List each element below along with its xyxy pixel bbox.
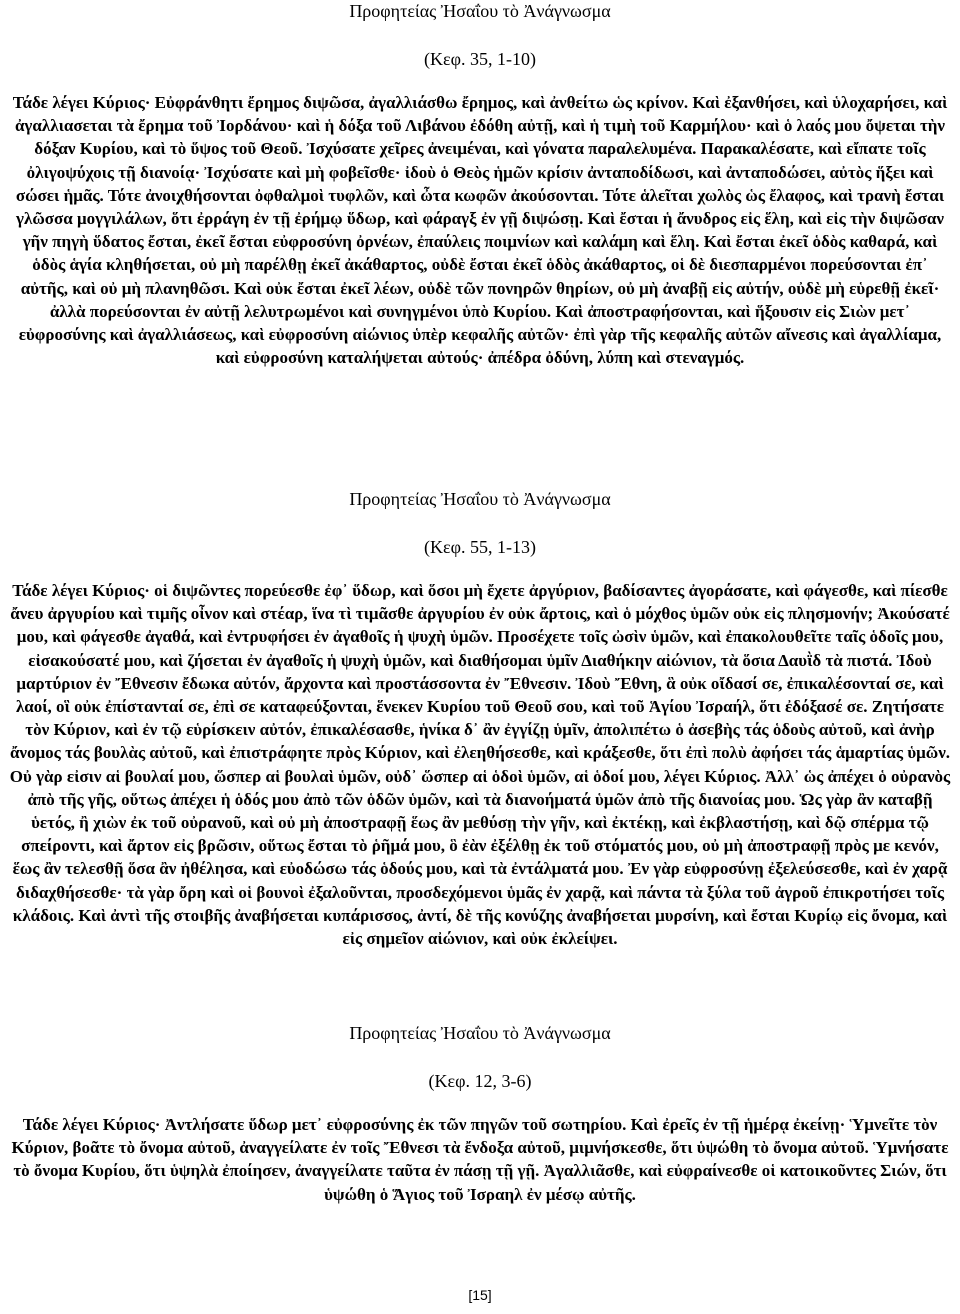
chapter-reference: (Κεφ. 55, 1-13) (424, 537, 536, 557)
section-heading: Προφητείας Ἠσαΐου τὸ Ἀνάγνωσμα (349, 1, 611, 21)
reading-text: Τάδε λέγει Κύριος· οἱ διψῶντες πορεύεσθε ἐφ᾽ ὕδωρ, καὶ ὅσοι μὴ ἔχετε ἀργύριον, βαδίσαντες ἀγοράσατε, καὶ φάγεσθε, καὶ πίεσθε ἄνευ ἀργυρίου καὶ τιμῆς οἶνον καὶ στέαρ, ἵνα τὶ τιμᾶσθε ἀργυρίου ἐν οὐκ ἄρτοις, καὶ ὁ μόχθος ὑμῶν οὐκ εἰς πλησμονήν; Ἀκούσατέ μου, καὶ φάγεσθε ἀγαθά, καὶ ἐντρυφήσει ἐν ἀγαθοῖς ἡ ψυχὴ ὑμῶν. Προσέχετε τοῖς ὠσὶν ὑμῶν, καὶ ἐπακολουθεῖτε ταῖς ὁδοῖς μου, εἰσακούσατέ μου, καὶ ζήσεται ἐν ἀγαθοῖς ἡ ψυχὴ ὑμῶν, καὶ διαθήσομαι ὑμῖν Διαθήκην αἰώνιον, τὰ ὅσια Δαυῒδ τὰ πιστά. Ἰδοὺ μαρτύριον ἐν Ἔθνεσιν ἔδωκα αὐτόν, ἄρχοντα καὶ προστάσσοντα ἐν Ἔθνεσιν. Ἰδοὺ Ἔθνη, ἃ οὐκ οἴδασί σε, ἐπικαλέσονταί σε, καὶ λαοί, οἳ οὐκ ἐπίστανταί σε, ἐπὶ σε καταφεύξονται, ἕνεκεν Κυρίου τοῦ Θεοῦ σου, καὶ τοῦ Ἁγίου Ἰσραήλ, ὅτι ἐδόξασέ σε. Ζητήσατε τὸν Κύριον, καὶ ἐν τῷ εὑρίσκειν αὐτόν, ἐπικαλέσασθε, ἡνίκα δ᾽ ἂν ἐγγίζῃ ὑμῖν, ἀπολιπέτω ὁ ἀσεβὴς τάς ὁδοὺς αὐτοῦ, καὶ ἀνὴρ ἄνομος τάς βουλὰς αὐτοῦ, καὶ ἐπιστράφητε πρὸς Κύριον, καὶ ἐλεηθήσεσθε, καὶ κράξεσθε, ὅτι ἐπὶ πολὺ ἀφήσει τάς ἁμαρτίας ὑμῶν. Οὐ γὰρ εἰσιν αἱ βουλαί μου, ὥσπερ αἱ βουλαὶ ὑμῶν, οὐδ᾽ ὥσπερ αἱ ὁδοὶ ὑμῶν, αἱ ὁδοί μου, λέγει Κύριος. Ἀλλ᾽ ὡς ἀπέχει ὁ οὐρανὸς ἀπὸ τῆς γῆς, οὕτως ἀπέχει ἡ ὁδός μου ἀπὸ τῶν ὁδῶν ὑμῶν, καὶ τὰ διανοήματά ὑμῶν ἀπὸ τῆς διανοίας μου. Ὡς γὰρ ἂν καταβῇ ὑετός, ἢ χιὼν ἐκ τοῦ οὐρανοῦ, καὶ οὐ μὴ ἀποστραφῇ ἕως ἂν μεθύσῃ τὴν γῆν, καὶ ἐκτέκῃ, καὶ ἐκβλαστήσῃ, καὶ δῷ σπέρμα τῷ σπείροντι, καὶ ἄρτον εἰς βρῶσιν, οὕτως ἔσται τὸ ῥῆμά μου, ὃ ἐὰν ἐξέλθῃ ἐκ τοῦ στόματός μου, οὐ μὴ ἀποστραφῇ πρὸς με κενόν, ἕως ἂν τελεσθῇ ὅσα ἂν ἠθέλησα, καὶ εὐοδώσω τάς ὁδούς μου, καὶ τὰ ἐντάλματά μου. Ἐν γὰρ εὐφροσύνῃ ἐξελεύσεσθε, καὶ ἐν χαρᾷ διδαχθήσεσθε· τὰ γὰρ ὄρη καὶ οἱ βουνοὶ ἐξαλοῦνται, προσδεχόμενοι ὑμᾶς ἐν χαρᾷ, καὶ πάντα τὰ ξύλα τοῦ ἀγροῦ ἐπικροτήσει τοῖς κλάδοις. Καὶ ἀντὶ τῆς στοιβῆς ἀναβήσεται κυπάρισσος, ἀντί, δὲ τῆς κονύζης ἀναβήσεται μυρσίνη, καὶ ἔσται Κυρίῳ εἰς ὄνομα, καὶ εἰς σημεῖον αἰώνιον, καὶ οὐκ ἐκλείψει. (9, 581, 951, 949)
chapter-reference: (Κεφ. 35, 1-10) (424, 49, 536, 69)
reading-section-2 (0, 488, 960, 950)
chapter-reference: (Κεφ. 12, 3-6) (428, 1071, 532, 1091)
reading-section-3 (0, 1022, 960, 1206)
reading-section-1 (0, 0, 960, 369)
section-heading: Προφητείας Ἠσαΐου τὸ Ἀνάγνωσμα (349, 1023, 611, 1043)
reading-text: Τάδε λέγει Κύριος· Εὐφράνθητι ἔρημος διψῶσα, ἀγαλλιάσθω ἔρημος, καὶ ἀνθείτω ὡς κρίνον. Καὶ ἐξανθήσει, καὶ ὑλοχαρήσει, καὶ ἀγαλλιασεται τὰ ἔρημα τοῦ Ἰορδάνου· καὶ ἡ δόξα τοῦ Λιβάνου ἐδόθη αὐτῇ, καὶ ἡ τιμὴ τοῦ Καρμήλου· καὶ ὁ λαός μου ὄψεται τὴν δόξαν Κυρίου, καὶ τὸ ὕψος τοῦ Θεοῦ. Ἰσχύσατε χεῖρες ἀνειμέναι, καὶ γόνατα παραλελυμένα. Παρακαλέσατε, καὶ εἴπατε τοῖς ὀλιγοψύχοις τῇ διανοίᾳ· Ἰσχύσατε καὶ μὴ φοβεῖσθε· ἰδοὺ ὁ Θεὸς ἡμῶν κρίσιν ἀνταποδίδωσι, καὶ ἀνταποδώσει, αὐτὸς ἥξει καὶ σώσει ἡμᾶς. Τότε ἀνοιχθήσονται ὀφθαλμοὶ τυφλῶν, καὶ ὦτα κωφῶν ἀκούσονται. Τότε ἁλεῖται χωλὸς ὡς ἔλαφος, καὶ τρανὴ ἔσται γλῶσσα μογγιλάλων, ὅτι ἐρράγη ἐν τῇ ἐρήμῳ ὕδωρ, καὶ φάραγξ ἐν γῇ διψώσῃ. Καὶ ἔσται ἡ ἄνυδρος εἰς ἕλη, καὶ εἰς τὴν διψῶσαν γῆν πηγὴ ὕδατος ἔσται, ἐκεῖ ἔσται εὐφροσύνη ὀρνέων, ἐπαύλεις ποιμνίων καὶ καλάμη καὶ ἕλη. Καὶ ἔσται ἐκεῖ ὁδὸς καθαρά, καὶ ὁδὸς ἁγία κληθήσεται, οὐ μὴ παρέλθῃ ἐκεῖ ἀκάθαρτος, οὐδὲ ἔσται ἐκεῖ ὁδὸς ἀκάθαρτος, οἱ δὲ διεσπαρμένοι πορεύσονται ἐπ᾽ αὐτῆς, καὶ οὐ μὴ πλανηθῶσι. Καὶ οὐκ ἔσται ἐκεῖ λέων, οὐδὲ τῶν πονηρῶν θηρίων, οὐ μὴ ἀναβῇ εἰς αὐτήν, οὐδὲ μὴ εὑρεθῇ ἐκεῖ· ἀλλὰ πορεύσονται ἐν αὐτῇ λελυτρωμένοι καὶ συνηγμένοι ὑπὸ Κυρίου. Καὶ ἀποστραφήσονται, καὶ ἥξουσιν εἰς Σιὼν μετ᾽ εὐφροσύνης καὶ ἀγαλλιάσεως, καὶ εὐφροσύνη αἰώνιος ὑπὲρ κεφαλῆς αὐτῶν· ἐπὶ γὰρ τῆς κεφαλῆς αὐτῶν αἴνεσις καὶ ἀγαλλίαμα, καὶ εὐφροσύνη καταλήψεται αὐτούς· ἀπέδρα ὀδύνη, λύπη καὶ στεναγμός. (12, 93, 948, 368)
reading-text: Τάδε λέγει Κύριος· Ἀντλήσατε ὕδωρ μετ᾽ εὐφροσύνης ἐκ τῶν πηγῶν τοῦ σωτηρίου. Καὶ ἐρεῖς ἐν τῇ ἡμέρᾳ ἐκείνῃ· Ὑμνεῖτε τὸν Κύριον, βοᾶτε τὸ ὄνομα αὐτοῦ, ἀναγγείλατε ἐν τοῖς Ἔθνεσι τὰ ἔνδοξα αὐτοῦ, μιμνήσκεσθε, ὅτι ὑψώθη τὸ ὄνομα αὐτοῦ. Ὑμνήσατε τὸ ὄνομα Κυρίου, ὅτι ὑψηλὰ ἐποίησεν, ἀναγγείλατε ταῦτα ἐν πάσῃ τῇ γῇ. Ἀγαλλιᾶσθε, καὶ εὐφραίνεσθε οἱ κατοικοῦντες Σιών, ὅτι ὑψώθη ὁ Ἅγιος τοῦ Ἰσραηλ ἐν μέσῳ αὐτῆς. (11, 1115, 949, 1204)
page-number: [15] (468, 1287, 492, 1303)
section-heading: Προφητείας Ἠσαΐου τὸ Ἀνάγνωσμα (349, 489, 611, 509)
